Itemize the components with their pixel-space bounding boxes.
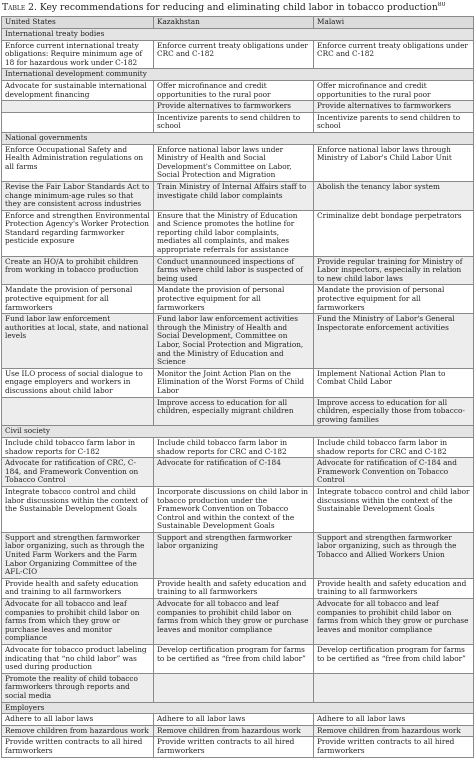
table-row	[2, 458, 474, 487]
cell-malawi: Implement National Action Plan to Combat Child Labor	[314, 368, 474, 397]
cell-malawi: Advocate for all tobacco and leaf companies to prohibit child labor on farms from which they grow or purchase leaves and monitor compliance	[314, 599, 474, 645]
cell-kazakhstan: Conduct unannounced inspections of farms where child labor is suspected of being used	[154, 256, 314, 285]
table-row	[2, 80, 474, 100]
cell-united-states: Promote the reality of child tobacco farmworkers through reports and social media	[2, 673, 154, 702]
cell-united-states: Enforce Occupational Safety and Health Administration regulations on all farms	[2, 144, 154, 181]
section-row	[2, 29, 474, 41]
cell-united-states	[2, 101, 154, 113]
cell-united-states	[2, 112, 154, 132]
cell-united-states: Adhere to all labor laws	[2, 714, 154, 726]
header-malawi: Malawi	[314, 17, 474, 29]
cell-kazakhstan: Offer microfinance and credit opportunities to the rural poor	[154, 80, 314, 100]
cell-malawi: Develop certification program for farms to be certified as “free from child labor”	[314, 645, 474, 674]
table-footnote-ref: 80	[437, 2, 446, 8]
cell-kazakhstan: Remove children from hazardous work	[154, 725, 314, 737]
cell-malawi: Mandate the provision of personal protective equipment for all farmworkers	[314, 285, 474, 314]
table-row	[2, 285, 474, 314]
cell-united-states: Advocate for sustainable international development financing	[2, 80, 154, 100]
cell-malawi: Remove children from hazardous work	[314, 725, 474, 737]
cell-kazakhstan: Provide health and safety education and training to all farmworkers	[154, 578, 314, 598]
cell-kazakhstan: Enforce current treaty obligations under CRC and C-182	[154, 40, 314, 69]
cell-malawi: Abolish the tenancy labor system	[314, 181, 474, 210]
cell-kazakhstan: Ensure that the Ministry of Education and Science promotes the hotline for reporting child labor complaints, mediates all complaints, and makes appropriate referrals for assistance	[154, 210, 314, 256]
cell-kazakhstan: Train Ministry of Internal Affairs staff to investigate child labor complaints	[154, 181, 314, 210]
cell-malawi: Provide health and safety education and training to all farmworkers	[314, 578, 474, 598]
cell-kazakhstan: Develop certification program for farms to be certified as “free from child labor”	[154, 645, 314, 674]
table-row	[2, 486, 474, 532]
section-heading: International development community	[2, 69, 474, 81]
section-heading: Employers	[2, 702, 474, 714]
table-header-row	[2, 17, 474, 29]
cell-malawi: Criminalize debt bondage perpetrators	[314, 210, 474, 256]
cell-malawi: Incentivize parents to send children to school	[314, 112, 474, 132]
table-row	[2, 397, 474, 426]
section-heading: Civil society	[2, 426, 474, 438]
table-row	[2, 101, 474, 113]
cell-united-states: Integrate tobacco control and child labor discussions within the context of the Sustainable Development Goals	[2, 486, 154, 532]
cell-united-states: Include child tobacco farm labor in shadow reports for C-182	[2, 437, 154, 457]
section-heading: National governments	[2, 132, 474, 144]
table-row	[2, 210, 474, 256]
cell-malawi: Improve access to education for all children, especially those from tobacco-growing families	[314, 397, 474, 426]
cell-malawi: Advocate for ratification of C-184 and Framework Convention on Tobacco Control	[314, 458, 474, 487]
table-label: Table 2.	[2, 2, 37, 13]
cell-united-states	[2, 397, 154, 426]
section-heading: International treaty bodies	[2, 29, 474, 41]
table-title: Key recommendations for reducing and eliminating child labor in tobacco production	[39, 2, 438, 13]
table-row	[2, 181, 474, 210]
cell-united-states: Advocate for all tobacco and leaf companies to prohibit child labor on farms from which they grow or purchase leaves and monitor compliance	[2, 599, 154, 645]
cell-united-states: Support and strengthen farmworker labor organizing, such as through the United Farm Workers and the Farm Labor Organizing Committee of the AFL-CIO	[2, 532, 154, 578]
cell-malawi: Include child tobacco farm labor in shadow reports for CRC and C-182	[314, 437, 474, 457]
cell-kazakhstan: Enforce national labor laws under Ministry of Health and Social Development's Committee on Labor, Social Protection and Migration	[154, 144, 314, 181]
table-row	[2, 578, 474, 598]
table-row	[2, 737, 474, 757]
table-row	[2, 40, 474, 69]
table-row	[2, 714, 474, 726]
table-caption	[1, 2, 473, 14]
cell-kazakhstan: Provide alternatives to farmworkers	[154, 101, 314, 113]
cell-kazakhstan: Advocate for all tobacco and leaf companies to prohibit child labor on farms from which they grow or purchase leaves and monitor compliance	[154, 599, 314, 645]
table-row	[2, 532, 474, 578]
cell-kazakhstan: Monitor the Joint Action Plan on the Elimination of the Worst Forms of Child Labor	[154, 368, 314, 397]
cell-malawi	[314, 673, 474, 702]
cell-kazakhstan: Improve access to education for all children, especially migrant children	[154, 397, 314, 426]
cell-kazakhstan: Incorporate discussions on child labor in tobacco production under the Framework Convention on Tobacco Control and within the context of the Sustainable Development Goals	[154, 486, 314, 532]
cell-malawi: Provide written contracts to all hired farmworkers	[314, 737, 474, 757]
section-row	[2, 69, 474, 81]
cell-united-states: Advocate for ratification of CRC, C-184, and Framework Convention on Tobacco Control	[2, 458, 154, 487]
header-kazakhstan: Kazakhstan	[154, 17, 314, 29]
cell-united-states: Fund labor law enforcement authorities at local, state, and national levels	[2, 314, 154, 369]
section-row	[2, 426, 474, 438]
table-row	[2, 437, 474, 457]
cell-malawi: Provide regular training for Ministry of Labor inspectors, especially in relation to new child labor laws	[314, 256, 474, 285]
cell-kazakhstan: Fund labor law enforcement activities through the Ministry of Health and Social Development, Committee on Labor, Social Protection and Migration, and the Ministry of Education and Science	[154, 314, 314, 369]
cell-united-states: Provide written contracts to all hired farmworkers	[2, 737, 154, 757]
table-row	[2, 112, 474, 132]
cell-united-states: Mandate the provision of personal protective equipment for all farmworkers	[2, 285, 154, 314]
cell-united-states: Create an HO/A to prohibit children from working in tobacco production	[2, 256, 154, 285]
cell-kazakhstan: Incentivize parents to send children to school	[154, 112, 314, 132]
cell-united-states: Revise the Fair Labor Standards Act to change minimum-age rules so that they are consistent across industries	[2, 181, 154, 210]
table-row	[2, 368, 474, 397]
cell-malawi: Support and strengthen farmworker labor organizing, such as through the Tobacco and Allied Workers Union	[314, 532, 474, 578]
cell-kazakhstan	[154, 673, 314, 702]
table-row	[2, 599, 474, 645]
section-row	[2, 702, 474, 714]
header-united-states: United States	[2, 17, 154, 29]
table-row	[2, 314, 474, 369]
cell-kazakhstan: Provide written contracts to all hired farmworkers	[154, 737, 314, 757]
cell-united-states: Remove children from hazardous work	[2, 725, 154, 737]
cell-malawi: Integrate tobacco control and child labor discussions within the context of the Sustainable Development Goals	[314, 486, 474, 532]
cell-malawi: Enforce national labor laws through Ministry of Labor's Child Labor Unit	[314, 144, 474, 181]
cell-malawi: Offer microfinance and credit opportunities to the rural poor	[314, 80, 474, 100]
cell-kazakhstan: Advocate for ratification of C-184	[154, 458, 314, 487]
cell-united-states: Enforce and strengthen Environmental Protection Agency's Worker Protection Standard regarding farmworker pesticide exposure	[2, 210, 154, 256]
cell-united-states: Advocate for tobacco product labeling indicating that “no child labor” was used during production	[2, 645, 154, 674]
cell-kazakhstan: Support and strengthen farmworker labor organizing	[154, 532, 314, 578]
cell-kazakhstan: Include child tobacco farm labor in shadow reports for CRC and C-182	[154, 437, 314, 457]
cell-united-states: Provide health and safety education and training to all farmworkers	[2, 578, 154, 598]
table-row	[2, 645, 474, 674]
cell-kazakhstan: Adhere to all labor laws	[154, 714, 314, 726]
cell-malawi: Provide alternatives to farmworkers	[314, 101, 474, 113]
cell-united-states: Use ILO process of social dialogue to engage employers and workers in discussions about child labor	[2, 368, 154, 397]
table-body	[2, 29, 474, 758]
table-row	[2, 144, 474, 181]
table-row	[2, 673, 474, 702]
table-row	[2, 256, 474, 285]
section-row	[2, 132, 474, 144]
recommendations-table	[1, 16, 474, 758]
cell-malawi: Adhere to all labor laws	[314, 714, 474, 726]
cell-united-states: Enforce current international treaty obligations: Require minimum age of 18 for hazardous work under C-182	[2, 40, 154, 69]
table-row	[2, 725, 474, 737]
cell-malawi: Fund the Ministry of Labor's General Inspectorate enforcement activities	[314, 314, 474, 369]
cell-kazakhstan: Mandate the provision of personal protective equipment for all farmworkers	[154, 285, 314, 314]
cell-malawi: Enforce current treaty obligations under CRC and C-182	[314, 40, 474, 69]
